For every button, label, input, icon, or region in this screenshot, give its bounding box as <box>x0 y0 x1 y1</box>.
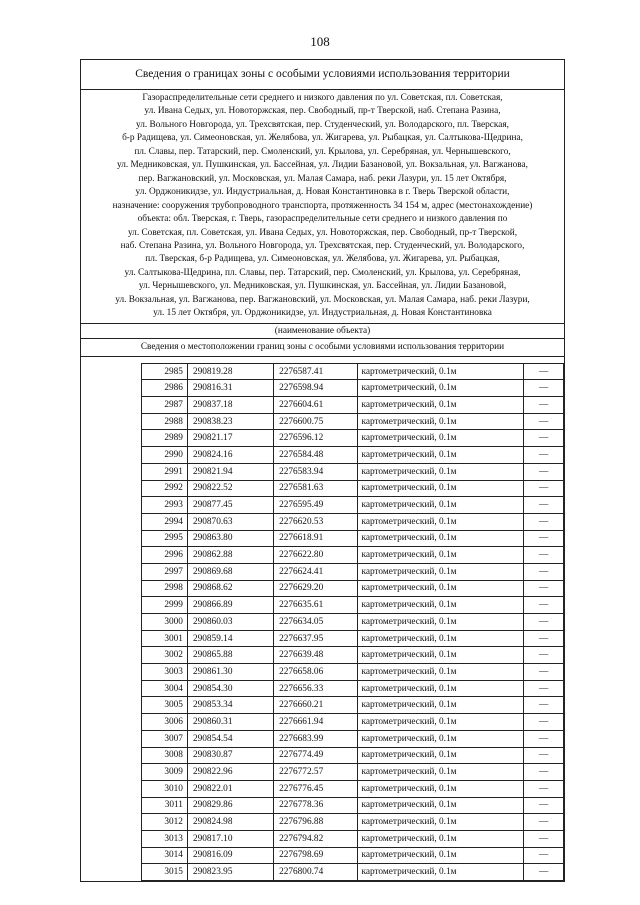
table-row <box>142 580 564 597</box>
y-coordinate-cell: 2276796.88 <box>274 814 358 831</box>
description-cell: — <box>524 380 564 397</box>
table-row <box>142 597 564 614</box>
method-cell: картометрический, 0.1м <box>358 697 524 714</box>
table-row <box>142 430 564 447</box>
x-coordinate-cell: 290859.14 <box>187 630 273 647</box>
description-cell: — <box>524 447 564 464</box>
method-cell: картометрический, 0.1м <box>358 497 524 514</box>
table-row <box>142 647 564 664</box>
description-cell: — <box>524 580 564 597</box>
object-description-line: пер. Вагжановский, ул. Московская, ул. Малая Самара, наб. реки Лазури, ул. 15 лет Октября, <box>138 173 507 184</box>
point-number-cell: 2989 <box>142 430 188 447</box>
y-coordinate-cell: 2276661.94 <box>274 714 358 731</box>
object-description-line: объекта: обл. Тверская, г. Тверь, газораспределительные сети среднего и низкого давления по <box>137 214 508 225</box>
y-coordinate-cell: 2276596.12 <box>274 430 358 447</box>
point-number-cell: 2995 <box>142 530 188 547</box>
description-cell: — <box>524 864 564 881</box>
object-description-line: назначение: сооружения трубопроводного транспорта, протяженность 34 154 м, адрес (местонахождение) <box>112 200 533 211</box>
x-coordinate-cell: 290821.17 <box>187 430 273 447</box>
table-row <box>142 413 564 430</box>
table-row <box>142 830 564 847</box>
description-cell: — <box>524 680 564 697</box>
y-coordinate-cell: 2276772.57 <box>274 764 358 781</box>
y-coordinate-cell: 2276798.69 <box>274 847 358 864</box>
y-coordinate-cell: 2276778.36 <box>274 797 358 814</box>
point-number-cell: 2985 <box>142 363 188 380</box>
point-number-cell: 2998 <box>142 580 188 597</box>
method-cell: картометрический, 0.1м <box>358 547 524 564</box>
table-row <box>142 864 564 881</box>
y-coordinate-cell: 2276583.94 <box>274 463 358 480</box>
description-cell: — <box>524 597 564 614</box>
point-number-cell: 3011 <box>142 797 188 814</box>
point-number-cell: 3003 <box>142 664 188 681</box>
point-number-cell: 3010 <box>142 780 188 797</box>
method-cell: картометрический, 0.1м <box>358 430 524 447</box>
method-cell: картометрический, 0.1м <box>358 580 524 597</box>
x-coordinate-cell: 290823.95 <box>187 864 273 881</box>
point-number-cell: 3007 <box>142 730 188 747</box>
x-coordinate-cell: 290837.18 <box>187 397 273 414</box>
y-coordinate-cell: 2276658.06 <box>274 664 358 681</box>
method-cell: картометрический, 0.1м <box>358 680 524 697</box>
point-number-cell: 3002 <box>142 647 188 664</box>
y-coordinate-cell: 2276595.49 <box>274 497 358 514</box>
page-number: 108 <box>310 34 330 49</box>
x-coordinate-cell: 290868.62 <box>187 580 273 597</box>
y-coordinate-cell: 2276639.48 <box>274 647 358 664</box>
method-cell: картометрический, 0.1м <box>358 730 524 747</box>
method-cell: картометрический, 0.1м <box>358 597 524 614</box>
point-number-cell: 3004 <box>142 680 188 697</box>
object-description-line: б-р Радищева, ул. Симеоновская, ул. Желябова, ул. Жигарева, ул. Рыбацкая, ул. Салтыкова-Щедрина, <box>122 133 523 144</box>
table-row <box>142 764 564 781</box>
object-description-line: Газораспределительные сети среднего и низкого давления по ул. Советская, пл. Советская, <box>142 93 503 103</box>
table-row <box>142 797 564 814</box>
description-cell: — <box>524 480 564 497</box>
x-coordinate-cell: 290822.96 <box>187 764 273 781</box>
method-cell: картометрический, 0.1м <box>358 864 524 881</box>
method-cell: картометрический, 0.1м <box>358 847 524 864</box>
description-cell: — <box>524 747 564 764</box>
table-row <box>142 397 564 414</box>
x-coordinate-cell: 290829.86 <box>187 797 273 814</box>
coordinates-table-wrap <box>81 357 564 881</box>
description-cell: — <box>524 697 564 714</box>
point-number-cell: 2987 <box>142 397 188 414</box>
description-cell: — <box>524 780 564 797</box>
description-cell: — <box>524 397 564 414</box>
section-title: Сведения о местоположении границ зоны с особыми условиями использования территории <box>81 339 564 357</box>
point-number-cell: 2999 <box>142 597 188 614</box>
x-coordinate-cell: 290817.10 <box>187 830 273 847</box>
x-coordinate-cell: 290854.30 <box>187 680 273 697</box>
table-row <box>142 513 564 530</box>
description-cell: — <box>524 797 564 814</box>
table-row <box>142 547 564 564</box>
point-number-cell: 2986 <box>142 380 188 397</box>
table-row <box>142 380 564 397</box>
y-coordinate-cell: 2276660.21 <box>274 697 358 714</box>
x-coordinate-cell: 290819.28 <box>187 363 273 380</box>
table-row <box>142 680 564 697</box>
x-coordinate-cell: 290822.01 <box>187 780 273 797</box>
y-coordinate-cell: 2276624.41 <box>274 563 358 580</box>
point-number-cell: 3001 <box>142 630 188 647</box>
x-coordinate-cell: 290877.45 <box>187 497 273 514</box>
method-cell: картометрический, 0.1м <box>358 513 524 530</box>
table-row <box>142 530 564 547</box>
method-cell: картометрический, 0.1м <box>358 380 524 397</box>
y-coordinate-cell: 2276683.99 <box>274 730 358 747</box>
object-description <box>81 90 564 324</box>
object-description-line: ул. Ивана Седых, ул. Новоторжская, пер. Свободный, пр-т Тверской, наб. Степана Разина, <box>144 106 501 117</box>
method-cell: картометрический, 0.1м <box>358 797 524 814</box>
point-number-cell: 3012 <box>142 814 188 831</box>
y-coordinate-cell: 2276800.74 <box>274 864 358 881</box>
x-coordinate-cell: 290816.09 <box>187 847 273 864</box>
method-cell: картометрический, 0.1м <box>358 664 524 681</box>
point-number-cell: 3008 <box>142 747 188 764</box>
x-coordinate-cell: 290822.52 <box>187 480 273 497</box>
x-coordinate-cell: 290824.16 <box>187 447 273 464</box>
y-coordinate-cell: 2276635.61 <box>274 597 358 614</box>
method-cell: картометрический, 0.1м <box>358 764 524 781</box>
x-coordinate-cell: 290861.30 <box>187 664 273 681</box>
description-cell: — <box>524 664 564 681</box>
x-coordinate-cell: 290860.31 <box>187 714 273 731</box>
x-coordinate-cell: 290824.98 <box>187 814 273 831</box>
point-number-cell: 2997 <box>142 563 188 580</box>
point-number-cell: 2991 <box>142 463 188 480</box>
document-frame <box>80 59 565 882</box>
table-row <box>142 814 564 831</box>
table-row <box>142 747 564 764</box>
method-cell: картометрический, 0.1м <box>358 780 524 797</box>
table-row <box>142 664 564 681</box>
x-coordinate-cell: 290870.63 <box>187 513 273 530</box>
object-description-line: ул. Салтыкова-Щедрина, пл. Славы, пер. Татарский, пер. Смоленский, ул. Крылова, ул. Серебряная, <box>124 267 521 278</box>
point-number-cell: 2994 <box>142 513 188 530</box>
description-cell: — <box>524 563 564 580</box>
method-cell: картометрический, 0.1м <box>358 463 524 480</box>
y-coordinate-cell: 2276618.91 <box>274 530 358 547</box>
method-cell: картометрический, 0.1м <box>358 563 524 580</box>
point-number-cell: 3009 <box>142 764 188 781</box>
x-coordinate-cell: 290816.31 <box>187 380 273 397</box>
object-description-line: ул. Советская, пл. Советская, ул. Ивана Седых, ул. Новоторжская, пер. Свободный, пр-т Тверской, <box>127 227 518 238</box>
method-cell: картометрический, 0.1м <box>358 747 524 764</box>
method-cell: картометрический, 0.1м <box>358 447 524 464</box>
table-row <box>142 847 564 864</box>
point-number-cell: 3005 <box>142 697 188 714</box>
y-coordinate-cell: 2276600.75 <box>274 413 358 430</box>
method-cell: картометрический, 0.1м <box>358 647 524 664</box>
description-cell: — <box>524 814 564 831</box>
method-cell: картометрический, 0.1м <box>358 830 524 847</box>
x-coordinate-cell: 290853.34 <box>187 697 273 714</box>
y-coordinate-cell: 2276622.80 <box>274 547 358 564</box>
x-coordinate-cell: 290866.89 <box>187 597 273 614</box>
coordinates-table <box>141 363 564 881</box>
description-cell: — <box>524 847 564 864</box>
document-title: Сведения о границах зоны с особыми условиями использования территории <box>81 60 564 90</box>
point-number-cell: 3000 <box>142 614 188 631</box>
method-cell: картометрический, 0.1м <box>358 480 524 497</box>
y-coordinate-cell: 2276598.94 <box>274 380 358 397</box>
table-row <box>142 730 564 747</box>
point-number-cell: 3006 <box>142 714 188 731</box>
table-row <box>142 563 564 580</box>
table-row <box>142 630 564 647</box>
x-coordinate-cell: 290854.54 <box>187 730 273 747</box>
description-cell: — <box>524 463 564 480</box>
y-coordinate-cell: 2276774.49 <box>274 747 358 764</box>
y-coordinate-cell: 2276794.82 <box>274 830 358 847</box>
point-number-cell: 3015 <box>142 864 188 881</box>
point-number-cell: 3014 <box>142 847 188 864</box>
table-row <box>142 714 564 731</box>
method-cell: картометрический, 0.1м <box>358 814 524 831</box>
description-cell: — <box>524 630 564 647</box>
point-number-cell: 2993 <box>142 497 188 514</box>
description-cell: — <box>524 413 564 430</box>
y-coordinate-cell: 2276620.53 <box>274 513 358 530</box>
description-cell: — <box>524 547 564 564</box>
table-row <box>142 480 564 497</box>
description-cell: — <box>524 730 564 747</box>
method-cell: картометрический, 0.1м <box>358 630 524 647</box>
object-description-line: пл. Славы, пер. Татарский, пер. Смоленский, ул. Крылова, ул. Серебряная, ул. Чернышевского, <box>134 146 511 157</box>
object-description-line: пл. Тверская, б-р Радищева, ул. Симеоновская, ул. Желябова, ул. Жигарева, ул. Рыбацкая, <box>145 254 500 265</box>
object-description-line: ул. Вокзальная, ул. Вагжанова, пер. Вагжановский, ул. Московская, ул. Малая Самара, наб. реки Лазури, <box>115 294 530 305</box>
y-coordinate-cell: 2276637.95 <box>274 630 358 647</box>
description-cell: — <box>524 714 564 731</box>
description-cell: — <box>524 830 564 847</box>
object-description-line: ул. 15 лет Октября, ул. Орджоникидзе, ул. Индустриальная, д. Новая Константиновка <box>153 308 492 319</box>
y-coordinate-cell: 2276634.05 <box>274 614 358 631</box>
description-cell: — <box>524 430 564 447</box>
description-cell: — <box>524 614 564 631</box>
x-coordinate-cell: 290830.87 <box>187 747 273 764</box>
y-coordinate-cell: 2276656.33 <box>274 680 358 697</box>
table-row <box>142 697 564 714</box>
y-coordinate-cell: 2276587.41 <box>274 363 358 380</box>
x-coordinate-cell: 290862.88 <box>187 547 273 564</box>
method-cell: картометрический, 0.1м <box>358 614 524 631</box>
point-number-cell: 2996 <box>142 547 188 564</box>
x-coordinate-cell: 290838.23 <box>187 413 273 430</box>
table-row <box>142 363 564 380</box>
description-cell: — <box>524 513 564 530</box>
description-cell: — <box>524 530 564 547</box>
description-cell: — <box>524 647 564 664</box>
table-row <box>142 463 564 480</box>
point-number-cell: 2988 <box>142 413 188 430</box>
y-coordinate-cell: 2276776.45 <box>274 780 358 797</box>
method-cell: картометрический, 0.1м <box>358 714 524 731</box>
y-coordinate-cell: 2276581.63 <box>274 480 358 497</box>
point-number-cell: 2990 <box>142 447 188 464</box>
y-coordinate-cell: 2276629.20 <box>274 580 358 597</box>
description-cell: — <box>524 497 564 514</box>
x-coordinate-cell: 290821.94 <box>187 463 273 480</box>
table-row <box>142 780 564 797</box>
x-coordinate-cell: 290863.80 <box>187 530 273 547</box>
table-row <box>142 614 564 631</box>
y-coordinate-cell: 2276604.61 <box>274 397 358 414</box>
table-row <box>142 447 564 464</box>
object-description-line: наб. Степана Разина, ул. Вольного Новгорода, ул. Трехсвятская, пер. Студенческий, ул. Володарского, <box>120 240 525 251</box>
table-row <box>142 497 564 514</box>
point-number-cell: 3013 <box>142 830 188 847</box>
x-coordinate-cell: 290869.68 <box>187 563 273 580</box>
method-cell: картометрический, 0.1м <box>358 530 524 547</box>
object-description-line: ул. Вольного Новгорода, ул. Трехсвятская, пер. Студенческий, ул. Володарского, пл. Тверская, <box>136 119 509 130</box>
x-coordinate-cell: 290860.03 <box>187 614 273 631</box>
method-cell: картометрический, 0.1м <box>358 413 524 430</box>
method-cell: картометрический, 0.1м <box>358 397 524 414</box>
description-cell: — <box>524 764 564 781</box>
y-coordinate-cell: 2276584.48 <box>274 447 358 464</box>
point-number-cell: 2992 <box>142 480 188 497</box>
method-cell: картометрический, 0.1м <box>358 363 524 380</box>
object-caption: (наименование объекта) <box>81 324 564 339</box>
object-description-line: ул. Чернышевского, ул. Медниковская, ул. Пушкинская, ул. Бассейная, ул. Лидии Базановой, <box>138 281 507 292</box>
object-description-line: ул. Медниковская, ул. Пушкинская, ул. Бассейная, ул. Лидии Базановой, ул. Вокзальная, ул. Вагжанова, <box>117 160 528 171</box>
x-coordinate-cell: 290865.88 <box>187 647 273 664</box>
description-cell: — <box>524 363 564 380</box>
object-description-line: ул. Орджоникидзе, ул. Индустриальная, д. Новая Константиновка в г. Тверь Тверской области, <box>135 187 510 198</box>
